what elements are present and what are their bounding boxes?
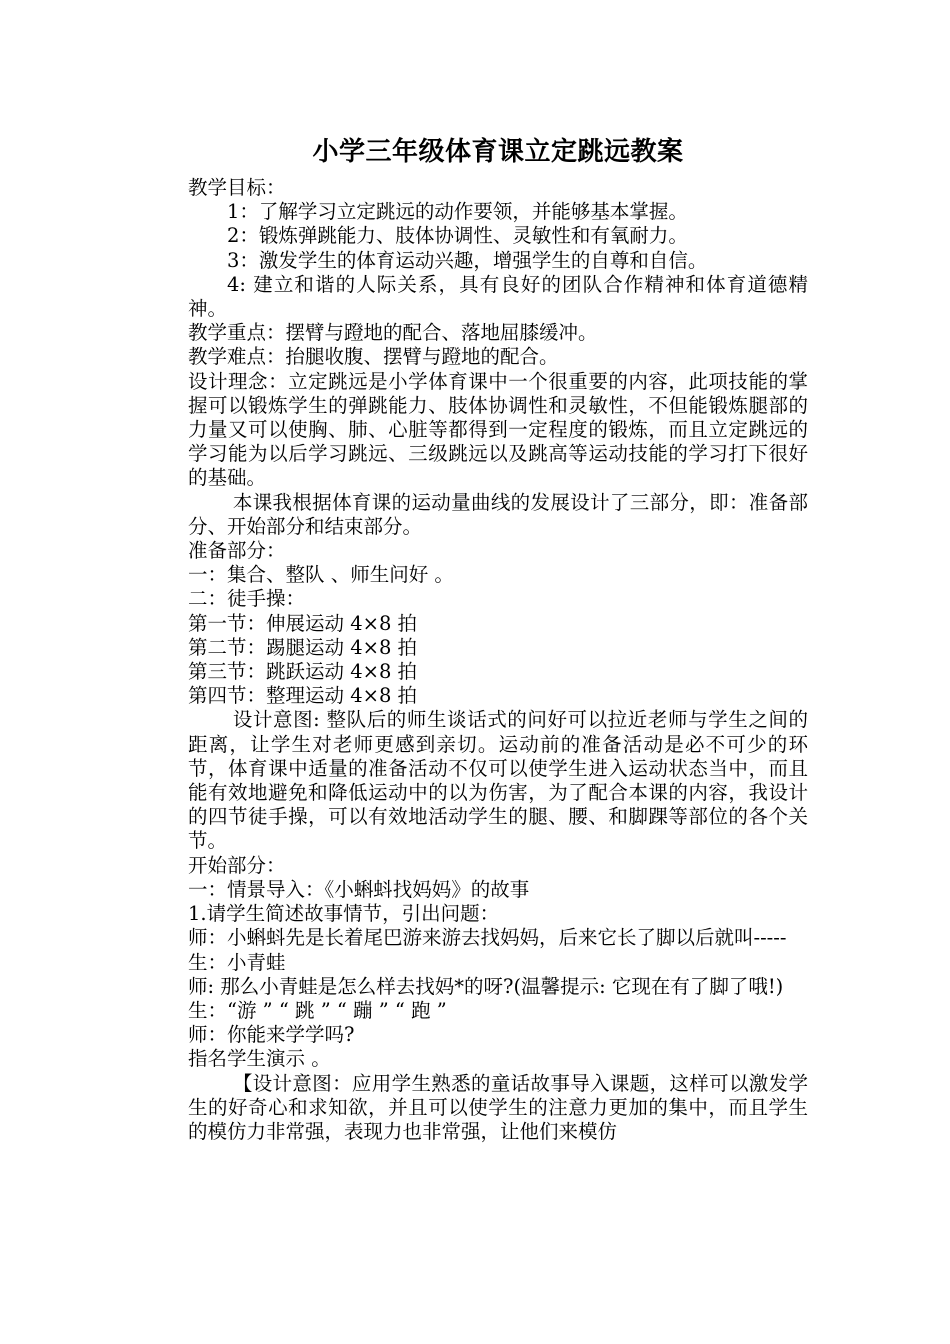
goal-item-3: 3：激发学生的体育运动兴趣，增强学生的自尊和自信。 [227,248,708,272]
dialogue-student-2: 生：“游 ” “ 跳 ” “ 蹦 ” “ 跑 ” [188,998,447,1022]
opening-design-intent: 【设计意图：应用学生熟悉的童话故事导入课题，这样可以激发学生的好奇心和求知欲，并且可以使学生的注意力更加的集中，而且学生的模仿力非常强，表现力也非常强，让他们来模仿 [188,1071,808,1143]
goal-item-2: 2：锻炼弹跳能力、肢体协调性、灵敏性和有氧耐力。 [227,224,688,248]
dialogue-teacher-3: 师：你能来学学吗? [188,1023,355,1047]
preparation-step-1: 一：集合、整队 、师生问好 。 [188,563,454,587]
exercise-section-1: 第一节：伸展运动 4×8 拍 [188,611,418,635]
opening-heading: 开始部分： [188,853,286,877]
document-body [188,128,808,1144]
exercise-section-2: 第二节：踢腿运动 4×8 拍 [188,635,418,659]
lesson-structure: 本课我根据体育课的运动量曲线的发展设计了三部分，即：准备部分、开始部分和结束部分。 [188,490,808,538]
dialogue-teacher-1: 师：小蝌蚪先是长着尾巴游来游去找妈妈，后来它长了脚以后就叫----- [188,926,787,950]
exercise-section-4: 第四节：整理运动 4×8 拍 [188,684,418,708]
preparation-step-2: 二：徒手操： [188,587,306,611]
student-demonstration: 指名学生演示 。 [188,1047,331,1071]
teaching-goals-heading: 教学目标： [188,176,286,199]
opening-step-1: 1.请学生简述故事情节，引出问题： [188,902,500,926]
teaching-difficulty: 教学难点：抬腿收腹、摆臂与蹬地的配合。 [188,345,559,369]
dialogue-student-1: 生：小青蛙 [188,950,286,974]
goal-item-4: 4: 建立和谐的人际关系，具有良好的团队合作精神和体育道德精神。 [188,272,808,321]
opening-scenario: 一：情景导入：《小蝌蚪找妈妈》的故事 [188,877,530,901]
goal-item-1: 1：了解学习立定跳远的动作要领，并能够基本掌握。 [227,200,688,224]
exercise-section-3: 第三节：跳跃运动 4×8 拍 [188,660,418,684]
preparation-design-intent: 设计意图: 整队后的师生谈话式的问好可以拉近老师与学生之间的距离，让学生对老师更感到亲切。运动前的准备活动是必不可少的环节，体育课中适量的准备活动不仅可以使学生进入运动状态当中，而且能有效地避免和降低运动中的以为伤害，为了配合本课的内容，我设计的四节徒手操，可以有效地活动学生的腿、腰、和脚踝等部位的各个关节。 [188,708,808,853]
document-title: 小学三年级体育课立定跳远教案 [312,137,684,167]
design-concept: 设计理念：立定跳远是小学体育课中一个很重要的内容，此项技能的掌握可以锻炼学生的弹跳能力、肢体协调性和灵敏性，不但能锻炼腿部的力量又可以使胸、肺、心脏等都得到一定程度的锻炼，而且立定跳远的学习能为以后学习跳远、三级跳远以及跳高等运动技能的学习打下很好的基础。 [188,369,808,490]
preparation-heading: 准备部分： [188,539,286,563]
teaching-focus: 教学重点：摆臂与蹬地的配合、落地屈膝缓冲。 [188,321,598,345]
dialogue-teacher-2: 师: 那么小青蛙是怎么样去找妈*的呀?(温馨提示: 它现在有了脚了哦!) [188,974,784,998]
